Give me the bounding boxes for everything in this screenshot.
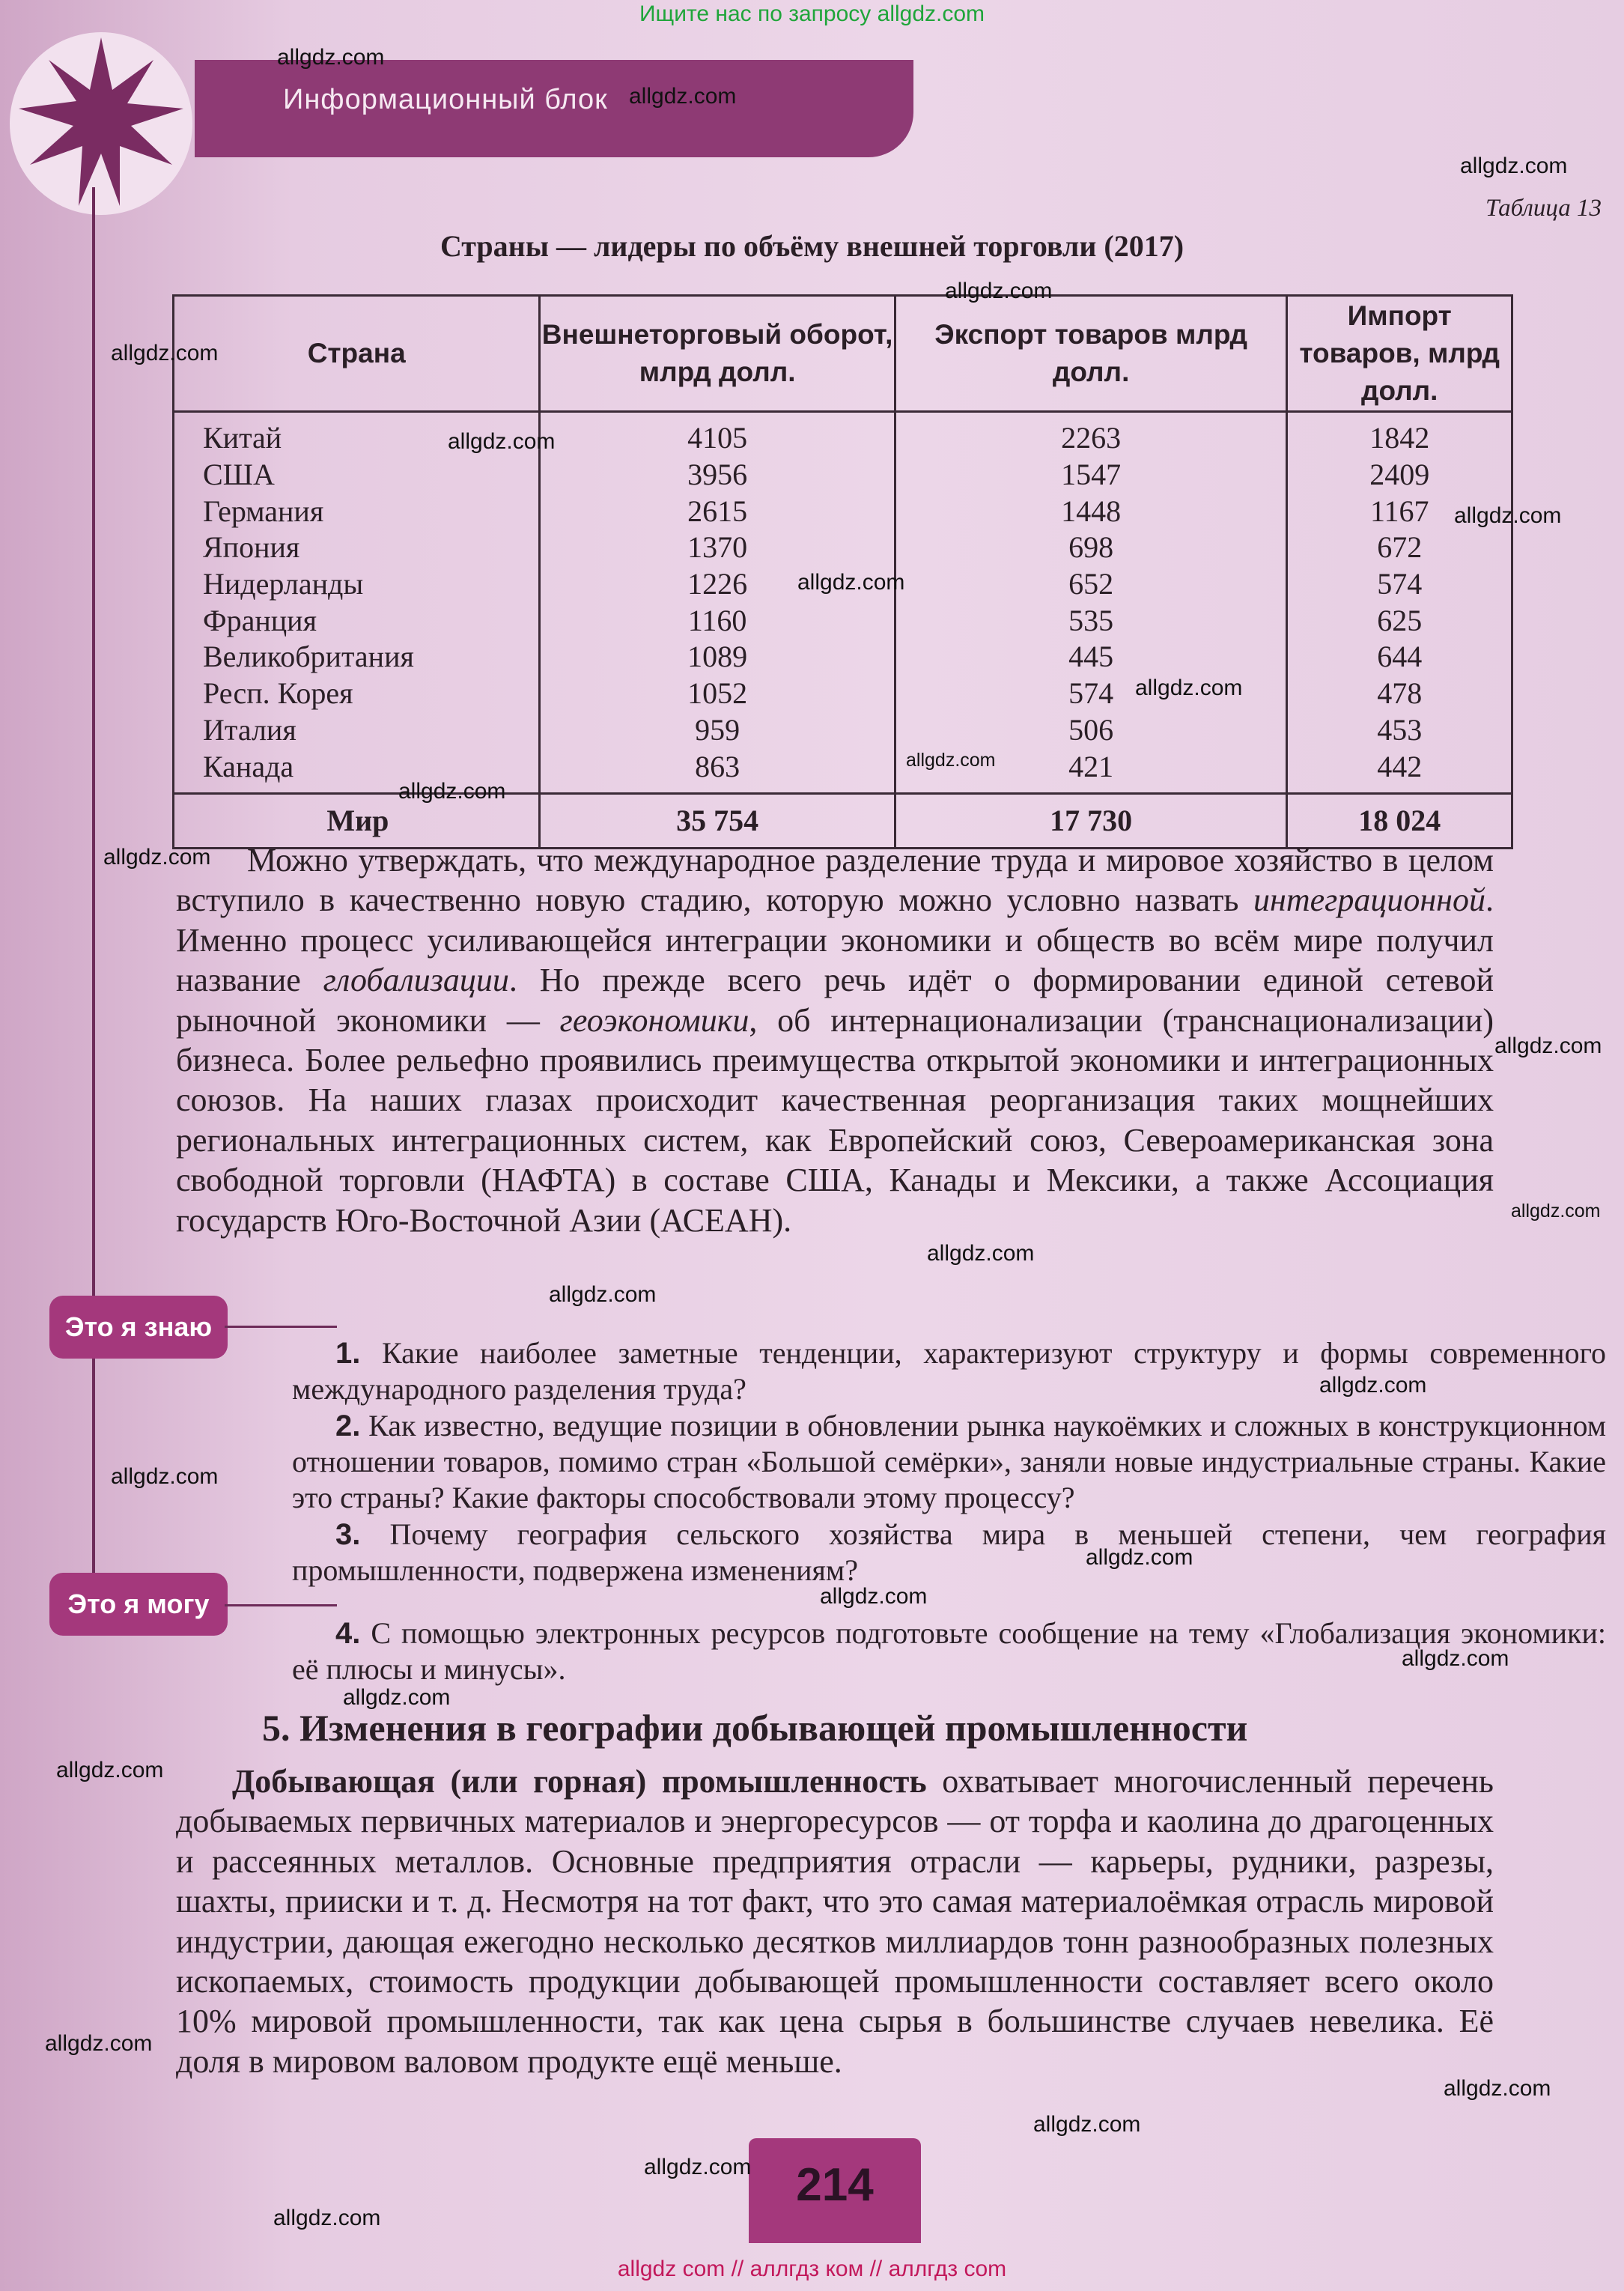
- value-cell: 1547: [895, 457, 1287, 494]
- value-cell: 959: [540, 712, 895, 749]
- term-globalization: глобализации: [323, 962, 509, 999]
- table-row: [174, 639, 1512, 676]
- value-cell: 4105: [540, 412, 895, 457]
- watermark: allgdz.com: [906, 750, 996, 771]
- question-text: Как известно, ведущие позиции в обновлении рынка наукоёмких и сложных в конструкционном отношении товаров, помимо стран «Большой семёрки», заняли новые индустриальные страны. Какие это страны? Какие факторы способствовали этому процессу?: [292, 1409, 1606, 1514]
- watermark: allgdz.com: [945, 279, 1053, 303]
- column-header: Экспорт товаров млрд долл.: [895, 296, 1287, 412]
- question-2: [292, 1408, 1606, 1516]
- total-cell: 35 754: [540, 793, 895, 848]
- table-header-row: [174, 296, 1512, 412]
- watermark: allgdz.com: [398, 779, 506, 804]
- watermark: allgdz.com: [1454, 503, 1562, 528]
- table-row: [174, 457, 1512, 494]
- watermark: allgdz.com: [644, 2155, 752, 2179]
- question-number: 3.: [335, 1518, 361, 1551]
- watermark: allgdz.com: [111, 341, 219, 365]
- watermark: allgdz.com: [1319, 1373, 1427, 1398]
- value-cell: 698: [895, 529, 1287, 566]
- value-cell: 1370: [540, 529, 895, 566]
- value-cell: 1448: [895, 493, 1287, 529]
- watermark: allgdz.com: [273, 2206, 381, 2230]
- watermark: allgdz.com: [45, 2031, 153, 2056]
- watermark: allgdz.com: [448, 429, 556, 454]
- question-number: 1.: [335, 1337, 361, 1370]
- watermark: allgdz.com: [1135, 676, 1243, 700]
- watermark: allgdz.com: [820, 1584, 928, 1609]
- watermark: allgdz.com: [1033, 2112, 1141, 2137]
- country-cell: Германия: [174, 493, 540, 529]
- table-row: [174, 602, 1512, 639]
- watermark: allgdz.com: [797, 570, 905, 595]
- value-cell: 506: [895, 712, 1287, 749]
- value-cell: 1226: [540, 566, 895, 603]
- country-cell: Нидерланды: [174, 566, 540, 603]
- value-cell: 453: [1287, 712, 1512, 749]
- header-title: Информационный блок: [283, 84, 608, 115]
- term-integration: интеграционной: [1253, 881, 1485, 919]
- value-cell: 421: [895, 748, 1287, 793]
- table-title: Страны — лидеры по объёму внешней торговли (2017): [440, 229, 1184, 263]
- value-cell: 574: [895, 676, 1287, 712]
- question-number: 2.: [335, 1410, 361, 1442]
- value-cell: 1089: [540, 639, 895, 676]
- margin-rule: [92, 187, 95, 1618]
- column-header: Внешнеторговый оборот, млрд долл.: [540, 296, 895, 412]
- paragraph-text: охватывает многочисленный перечень добываемых первичных материалов и энергоресурсов — от торфа и каолина до драгоценных и рассеянных металлов. Основные предприятия отрасли — карьеры, рудники, разрезы, шахты, прииски и т. д. Несмотря на тот факт, что это самая материалоёмкая отрасль мировой индустрии, дающая ежегодно несколько десятков миллиардов тонн разнообразных полезных ископаемых, стоимость продукции добывающей промышленности составляет всего около 10% мировой промышленности, так как цена сырья в большинстве случаев невелика. Её доля в мировом валовом продукте ещё меньше.: [176, 1763, 1494, 2080]
- column-header: Страна: [174, 296, 540, 412]
- value-cell: 1842: [1287, 412, 1512, 457]
- value-cell: 644: [1287, 639, 1512, 676]
- total-cell: 17 730: [895, 793, 1287, 848]
- value-cell: 3956: [540, 457, 895, 494]
- value-cell: 574: [1287, 566, 1512, 603]
- table-row: [174, 529, 1512, 566]
- watermark: allgdz.com: [343, 1685, 451, 1710]
- value-cell: 2263: [895, 412, 1287, 457]
- paragraph-text: , об интернационализации (транснационализации) бизнеса. Более рельефно проявились преимущества открытой экономики и интеграционных союзов. На наших глазах происходит качественная реорганизация таких мощнейших региональных интеграционных систем, как Европейский союз, Североамериканская зона свободной торговли (НАФТА) в составе США, Канады и Мексики, а также Ассоциация государств Юго-Восточной Азии (АСЕАН).: [176, 1001, 1494, 1239]
- paragraph-text: Можно утверждать, что международное разделение труда и мировое хозяйство в целом вступило в качественно новую стадию, которую можно условно назвать: [176, 842, 1494, 919]
- value-cell: 625: [1287, 602, 1512, 639]
- integration-paragraph: [176, 840, 1494, 1240]
- question-text: Почему география сельского хозяйства мира в меньшей степени, чем география промышленности, подвержена изменениям?: [292, 1517, 1606, 1587]
- country-cell: Великобритания: [174, 639, 540, 676]
- watermark: allgdz.com: [1444, 2076, 1551, 2101]
- value-cell: 1167: [1287, 493, 1512, 529]
- watermark: allgdz.com: [927, 1241, 1035, 1266]
- question-text: Какие наиболее заметные тенденции, характеризуют структуру и формы современного международного разделения труда?: [292, 1336, 1606, 1406]
- value-cell: 652: [895, 566, 1287, 603]
- country-cell: США: [174, 457, 540, 494]
- term-geoeconomics: геоэкономики: [559, 1001, 749, 1039]
- total-cell: 18 024: [1287, 793, 1512, 848]
- tag-rule: [225, 1604, 337, 1606]
- value-cell: 1052: [540, 676, 895, 712]
- tag-this-i-can: Это я могу: [49, 1573, 228, 1636]
- tag-rule: [225, 1326, 337, 1328]
- table-row: [174, 493, 1512, 529]
- table-row: [174, 412, 1512, 457]
- value-cell: 863: [540, 748, 895, 793]
- value-cell: 1160: [540, 602, 895, 639]
- country-cell: Китай: [174, 412, 540, 457]
- table-row: [174, 676, 1512, 712]
- country-cell: Франция: [174, 602, 540, 639]
- watermark: allgdz.com: [111, 1464, 219, 1489]
- question-text: С помощью электронных ресурсов подготовьте сообщение на тему «Глобализация экономики: её плюсы и минусы».: [292, 1616, 1607, 1686]
- total-label: Мир: [174, 793, 540, 848]
- bold-lead: Добывающая (или горная) промышленность: [232, 1763, 927, 1800]
- question-number: 4.: [335, 1617, 361, 1650]
- column-header: Импорт товаров, млрд долл.: [1287, 296, 1512, 412]
- watermark: allgdz.com: [277, 45, 385, 70]
- watermark: allgdz.com: [629, 84, 737, 109]
- watermark: allgdz.com: [1460, 154, 1568, 178]
- bottom-site-links[interactable]: allgdz com // аллгдз ком // аллгдз com: [617, 2257, 1007, 2281]
- value-cell: 442: [1287, 748, 1512, 793]
- table-row: [174, 748, 1512, 793]
- country-cell: Респ. Корея: [174, 676, 540, 712]
- value-cell: 2409: [1287, 457, 1512, 494]
- paragraph-text: . Именно процесс усиливающейся интеграции экономики и обществ во всём мире получил название: [176, 881, 1494, 999]
- watermark: allgdz.com: [1402, 1646, 1509, 1671]
- country-cell: Япония: [174, 529, 540, 566]
- mining-paragraph: [176, 1762, 1494, 2081]
- section-heading: 5. Изменения в географии добывающей промышленности: [262, 1707, 1248, 1749]
- page-number: 214: [796, 2159, 874, 2211]
- value-cell: 672: [1287, 529, 1512, 566]
- paragraph-text: . Но прежде всего речь идёт о формировании единой сетевой рыночной экономики —: [176, 962, 1494, 1039]
- value-cell: 478: [1287, 676, 1512, 712]
- value-cell: 445: [895, 639, 1287, 676]
- watermark: allgdz.com: [549, 1282, 657, 1307]
- country-cell: Италия: [174, 712, 540, 749]
- question-3: [292, 1517, 1606, 1588]
- watermark: allgdz.com: [1494, 1034, 1602, 1058]
- table-row: [174, 712, 1512, 749]
- watermark: allgdz.com: [1086, 1545, 1193, 1570]
- table-caption: Таблица 13: [1485, 195, 1602, 222]
- watermark: allgdz.com: [103, 845, 211, 870]
- top-search-link[interactable]: Ищите нас по запросу allgdz.com: [639, 1, 985, 26]
- value-cell: 535: [895, 602, 1287, 639]
- watermark: allgdz.com: [1511, 1201, 1601, 1222]
- watermark: allgdz.com: [56, 1758, 164, 1782]
- country-cell: Канада: [174, 748, 540, 793]
- star-badge-icon: [7, 30, 195, 217]
- tag-this-i-know: Это я знаю: [49, 1296, 228, 1359]
- value-cell: 2615: [540, 493, 895, 529]
